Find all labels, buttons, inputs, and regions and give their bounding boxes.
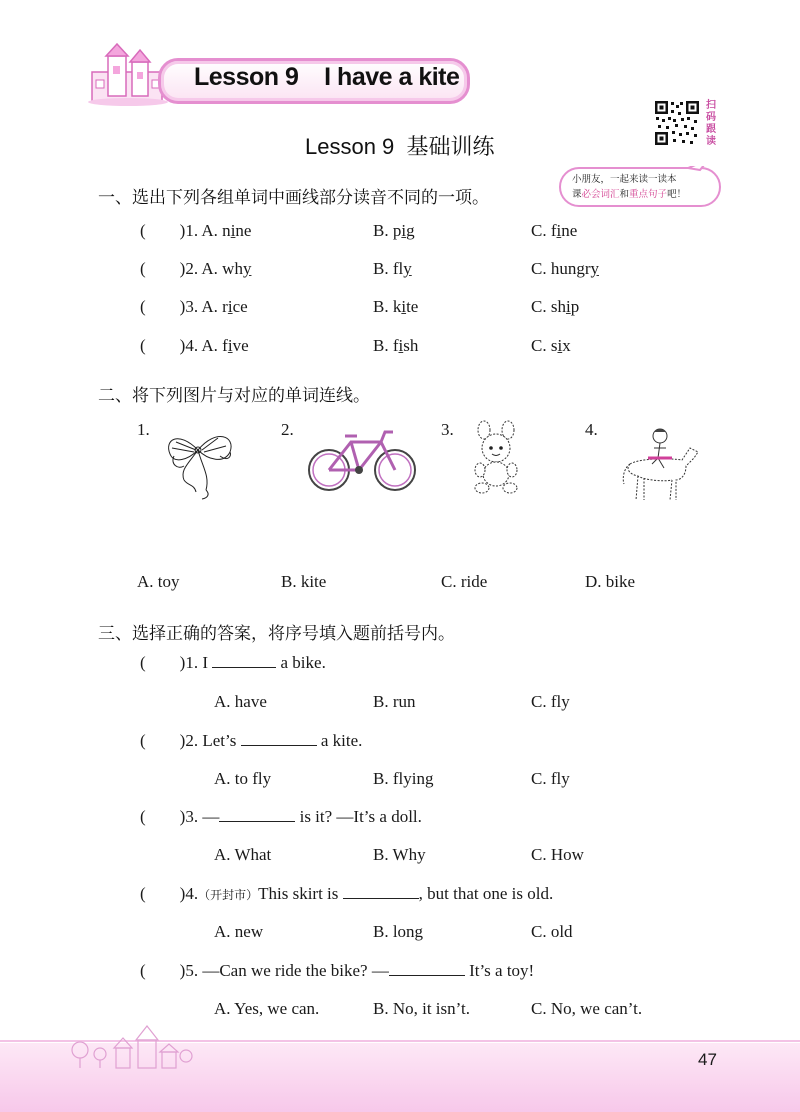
section-3-question-1: ( )1. I a bike.	[140, 653, 326, 672]
word-option-toy[interactable]: A. toy	[137, 572, 180, 591]
option-c: C. fine	[531, 221, 578, 240]
source-note: （开封市）	[198, 888, 259, 902]
fill-blank[interactable]	[389, 961, 465, 976]
option-c[interactable]: C. fly	[531, 769, 570, 788]
answer-bracket[interactable]: (	[140, 653, 146, 672]
picture-number-1: 1.	[137, 420, 150, 439]
doll-icon[interactable]	[468, 420, 524, 496]
option-c: C. six	[531, 336, 571, 355]
word-option-ride[interactable]: C. ride	[441, 572, 488, 591]
option-a[interactable]: A. new	[214, 922, 264, 941]
bicycle-icon[interactable]	[307, 428, 417, 494]
section-2-title: 二、将下列图片与对应的单词连线。	[98, 386, 370, 406]
bubble-text	[572, 172, 712, 202]
option-c[interactable]: C. No, we can’t.	[531, 999, 643, 1018]
answer-bracket[interactable]: (	[140, 259, 146, 278]
answer-bracket[interactable]: (	[140, 961, 146, 980]
kite-icon[interactable]	[158, 420, 240, 500]
underlined-letter: i	[230, 221, 236, 240]
page-title: Lesson 9 I have a kite	[194, 63, 460, 91]
option-a[interactable]: A. Yes, we can.	[214, 999, 320, 1018]
bubble-highlight-vocab: 必会词汇	[581, 189, 620, 200]
answer-bracket[interactable]: (	[140, 731, 146, 750]
bubble-line-1: 小朋友，一起来读一读本	[572, 174, 677, 185]
section-3-question-5: ( )5. —Can we ride the bike? — It’s a toy!	[140, 961, 535, 980]
option-c[interactable]: C. fly	[531, 692, 570, 711]
option-c[interactable]: C. old	[531, 922, 573, 941]
option-b[interactable]: B. flying	[373, 769, 434, 788]
fill-blank[interactable]	[343, 884, 419, 899]
horse-rider-icon[interactable]	[620, 424, 704, 504]
answer-bracket[interactable]: (	[140, 884, 146, 903]
word-option-kite[interactable]: B. kite	[281, 572, 327, 591]
answer-bracket[interactable]: (	[140, 297, 146, 316]
option-b: B. kite	[373, 297, 419, 316]
option-c: C. ship	[531, 297, 580, 316]
option-b: B. fly	[373, 259, 412, 278]
page-number: 47	[698, 1050, 717, 1069]
option-a[interactable]: A. to fly	[214, 769, 272, 788]
section-3-question-3: ( )3. — is it? —It’s a doll.	[140, 807, 422, 826]
picture-number-3: 3.	[441, 420, 454, 439]
option-b[interactable]: B. long	[373, 922, 424, 941]
option-b[interactable]: B. run	[373, 692, 416, 711]
word-option-bike[interactable]: D. bike	[585, 572, 636, 591]
fill-blank[interactable]	[241, 731, 317, 746]
option-b: B. pig	[373, 221, 415, 240]
option-b: B. fish	[373, 336, 419, 355]
section-3-title: 三、选择正确的答案，将序号填入题前括号内。	[98, 624, 455, 644]
answer-bracket[interactable]: (	[140, 221, 146, 240]
qr-scan-label: 扫码跟读	[706, 100, 716, 147]
bubble-highlight-sentences: 重点句子	[629, 189, 668, 200]
section-1-item-3: ( )3. A. rice	[140, 297, 248, 316]
qr-code-icon[interactable]	[654, 100, 700, 146]
section-3-question-4: ( )4.（开封市）This skirt is , but that one is old.	[140, 884, 554, 903]
section-3-question-2: ( )2. Let’s a kite.	[140, 731, 363, 750]
answer-bracket[interactable]: (	[140, 336, 146, 355]
section-1-item-4: ( )4. A. five	[140, 336, 249, 355]
option-a[interactable]: A. What	[214, 845, 272, 864]
section-1-title: 一、选出下列各组单词中画线部分读音不同的一项。	[98, 188, 489, 208]
option-b[interactable]: B. No, it isn’t.	[373, 999, 470, 1018]
option-b[interactable]: B. Why	[373, 845, 426, 864]
fill-blank[interactable]	[219, 807, 295, 822]
option-c: C. hungry	[531, 259, 599, 278]
picture-number-4: 4.	[585, 420, 598, 439]
section-1-item-1: ( )1. A. nine	[140, 221, 252, 240]
option-a[interactable]: A. have	[214, 692, 267, 711]
section-1-item-2: ( )2. A. why	[140, 259, 252, 278]
answer-bracket[interactable]: (	[140, 807, 146, 826]
bubble-line-2: 课必会词汇和重点句子吧！	[572, 189, 687, 200]
option-c[interactable]: C. How	[531, 845, 584, 864]
fill-blank[interactable]	[212, 653, 276, 668]
picture-number-2: 2.	[281, 420, 294, 439]
footer-town-icon	[66, 1022, 196, 1070]
section-subtitle: Lesson 9 基础训练	[305, 134, 495, 159]
